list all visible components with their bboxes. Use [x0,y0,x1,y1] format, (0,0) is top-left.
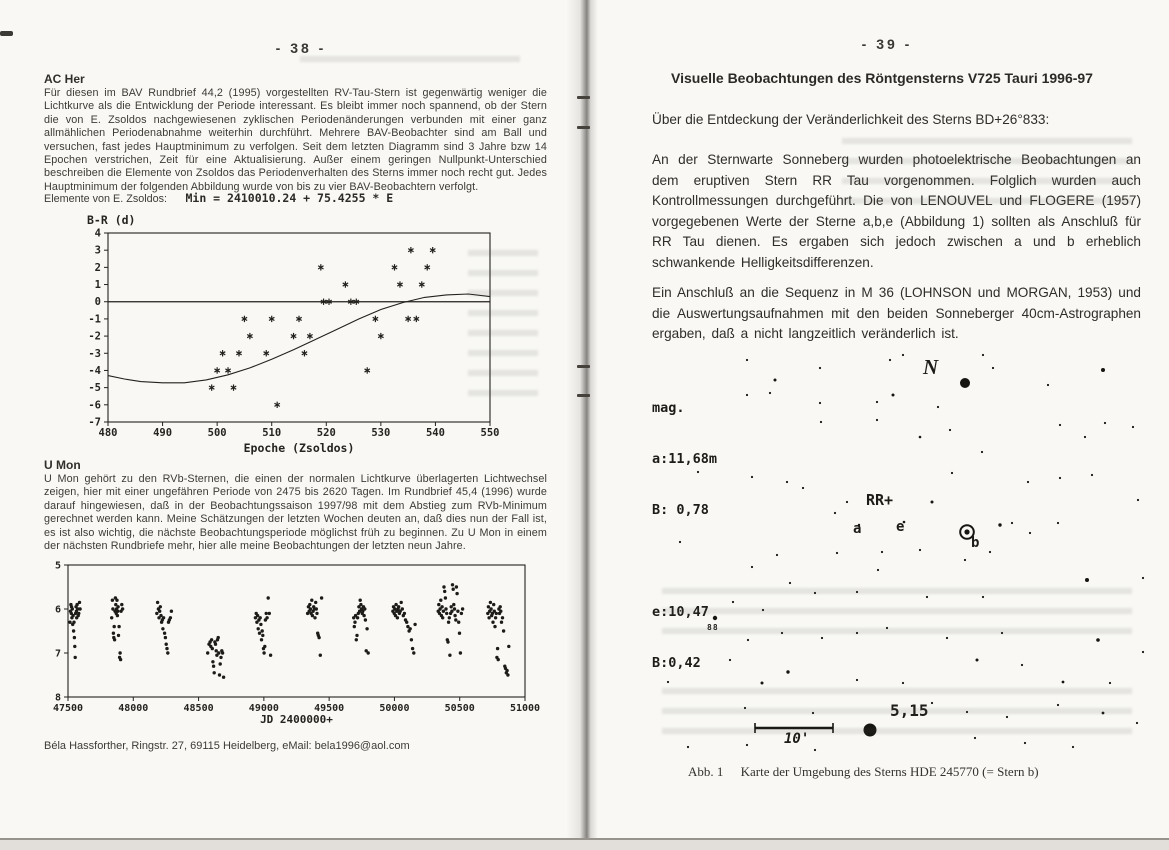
svg-text:540: 540 [425,427,445,439]
staple-mark [577,365,590,368]
svg-text:49000: 49000 [248,703,279,714]
svg-text:520: 520 [316,427,336,439]
figure-caption [688,764,1039,780]
svg-text:-1: -1 [88,313,101,326]
bleedthrough-text [300,56,520,74]
svg-text:6: 6 [54,604,61,616]
svg-text:480: 480 [98,427,118,439]
svg-text:-7: -7 [88,416,101,429]
figure-caption-text: Karte der Umgebung des Sterns HDE 245770 (= Stern b) [740,764,1039,779]
bleedthrough-text [842,138,1132,218]
svg-text:B-R (d): B-R (d) [87,213,136,227]
svg-text:-2: -2 [88,330,101,343]
double-star-mark: 88 [707,623,719,632]
elements-formula: Min = 2410010.24 + 75.4255 * E [185,191,394,205]
variable-star-label: RR+ [866,491,894,509]
comparison-star-e-label: e [896,519,905,535]
svg-text:JD 2400000+: JD 2400000+ [260,713,333,726]
svg-text:500: 500 [207,427,227,439]
author-footer: Béla Hassforther, Ringstr. 27, 69115 Heidelberg, eMail: bela1996@aol.com [44,740,410,752]
legend-line: a:11,68m [652,451,718,467]
legend-line: B:0,42 [652,655,701,671]
bleedthrough-text [662,688,1132,744]
section-heading-u-mon: U Mon [44,458,81,472]
svg-text:50500: 50500 [444,703,475,714]
svg-text:-3: -3 [88,347,101,360]
comparison-star-b-label: b [971,535,980,551]
svg-text:50000: 50000 [379,703,410,714]
oc-diagram-ac-her [63,210,503,460]
staple-mark [577,394,590,397]
bright-star-magnitude-label: 5,15 [890,701,929,720]
svg-text:7: 7 [54,648,61,660]
scan-edge-mark [0,31,13,36]
svg-text:510: 510 [262,427,282,439]
chart-legend [652,366,717,706]
bleedthrough-text [468,250,538,400]
svg-text:47500: 47500 [52,703,84,714]
svg-text:3: 3 [94,244,101,257]
svg-text:-4: -4 [88,364,101,377]
svg-text:0: 0 [94,296,101,309]
svg-text:5: 5 [54,560,61,572]
legend-line: mag. [652,400,685,416]
svg-text:530: 530 [371,427,391,439]
svg-text:490: 490 [153,427,173,439]
page-number-right: - 39 - [861,36,913,52]
svg-text:Epoche (Zsoldos): Epoche (Zsoldos) [243,441,355,455]
comparison-star-a-label: a [853,521,862,537]
scan-bottom-edge [0,838,1169,850]
svg-text:-5: -5 [88,382,101,395]
paragraph-u-mon: U Mon gehört zu den RVb-Sternen, die einen der normalen Lichtkurve überlagerten Lichtwechsel zeigen, hier mit einer ungefähren Periode von 2475 bis 2620 Tagen. Im Rundbrief 45,4 (1996) wurde darauf hingewiesen, daß in der Beobachtungssaison 1997/98 mit dem Abstieg zum RVb-Minimum gerechnet werden kann. Meine Schätzungen der letzten Wochen deuten an, daß dies nun der Fall ist, es ist also wichtig, die nächste Beobachtungsperiode möglichst früh zu beginnen. Zu U Mon in einem der nächsten Rundbriefe mehr, hier alle meine Beobachtungen der letzten neun Jahre. [44,473,547,553]
section-heading-ac-her: AC Her [44,72,85,86]
figure-caption-label: Abb. 1 [688,764,724,779]
page-number-left: - 38 - [275,40,327,56]
bleedthrough-text [662,588,1132,646]
svg-text:51000: 51000 [509,703,540,714]
article-title: Visuelle Beobachtungen des Röntgensterns V725 Tauri 1996-97 [671,70,1093,86]
svg-text:48000: 48000 [118,703,149,714]
legend-line: B: 0,78 [652,502,709,518]
paragraph-m36: Ein Anschluß an die Sequenz in M 36 (LOHNSON und MORGAN, 1953) und die Auswertungsaufnahmen mit den beiden Sonneberger 40cm-Astrographen ergaben, daß a nicht langzeitlich veränderlich ist. [652,285,1141,342]
paragraph-discovery: Über die Entdeckung der Veränderlichkeit des Sterns BD+26°833: [652,112,1050,127]
svg-text:48500: 48500 [183,703,214,714]
staple-mark [577,96,590,99]
paragraph-ac-her: Für diesen im BAV Rundbrief 44,2 (1995) vorgestellten RV-Tau-Stern ist gegenwärtig weniger die Lichtkurve als die Entwicklung der Periode interessant. Es bleibt immer noch spannend, ob der Stern die von E. Zsoldos nachgewiesenen zyklischen Periodenänderungen verbunden mit einer ganz allmählichen Periodenabnahme weiterhin durchführt. Mehrere BAV-Beobachter sind am Ball und versuchen, fast jedes Hauptminimum zu verfolgen. Seit dem letzten Diagramm sind 3 Jahre bzw 14 Epochen verstrichen, Zeit für eine Aktualisierung. Außer einem geringen Nullpunkt-Unterschied beschreiben die Elemente von Zsoldos das Periodenverhalten des Sterns immer noch recht gut. Jedes Hauptminimum der folgenden Abbildung wurde von bis zu vier BAV-Beobachtern verfolgt. [44,87,547,193]
svg-text:550: 550 [480,427,500,439]
staple-mark [577,126,590,129]
legend-line: e:10,47 [652,604,709,620]
scale-bar-label: 10' [784,731,810,747]
svg-text:49500: 49500 [314,703,345,714]
page-39 [592,0,1169,850]
north-label: N [923,355,939,379]
svg-text:8: 8 [54,692,61,704]
svg-text:-6: -6 [88,399,101,412]
paragraph-sonneberg: An der Sternwarte Sonneberg wurden photoelektrische Beobachtungen an dem eruptiven Stern RR Tau vorgenommen. Folglich wurden auch Kontrollmessungen durchgeführt. Die von LENOUVEL und FLOGERE (1957) vorgegebenen Werte der Sterne a,b,e (Abbildung 1) sollten als Anschluß für RR Tau dienen. Es ergaben sich jedoch zwischen a und b erheblich schwankende Helligkeitsdifferenzen. [652,152,1141,270]
elements-label: Elemente von E. Zsoldos: [44,193,168,205]
svg-text:1: 1 [94,279,101,292]
svg-text:4: 4 [94,227,101,240]
elements-line [44,189,547,207]
lightcurve-u-mon [40,556,540,728]
svg-text:2: 2 [94,261,101,274]
